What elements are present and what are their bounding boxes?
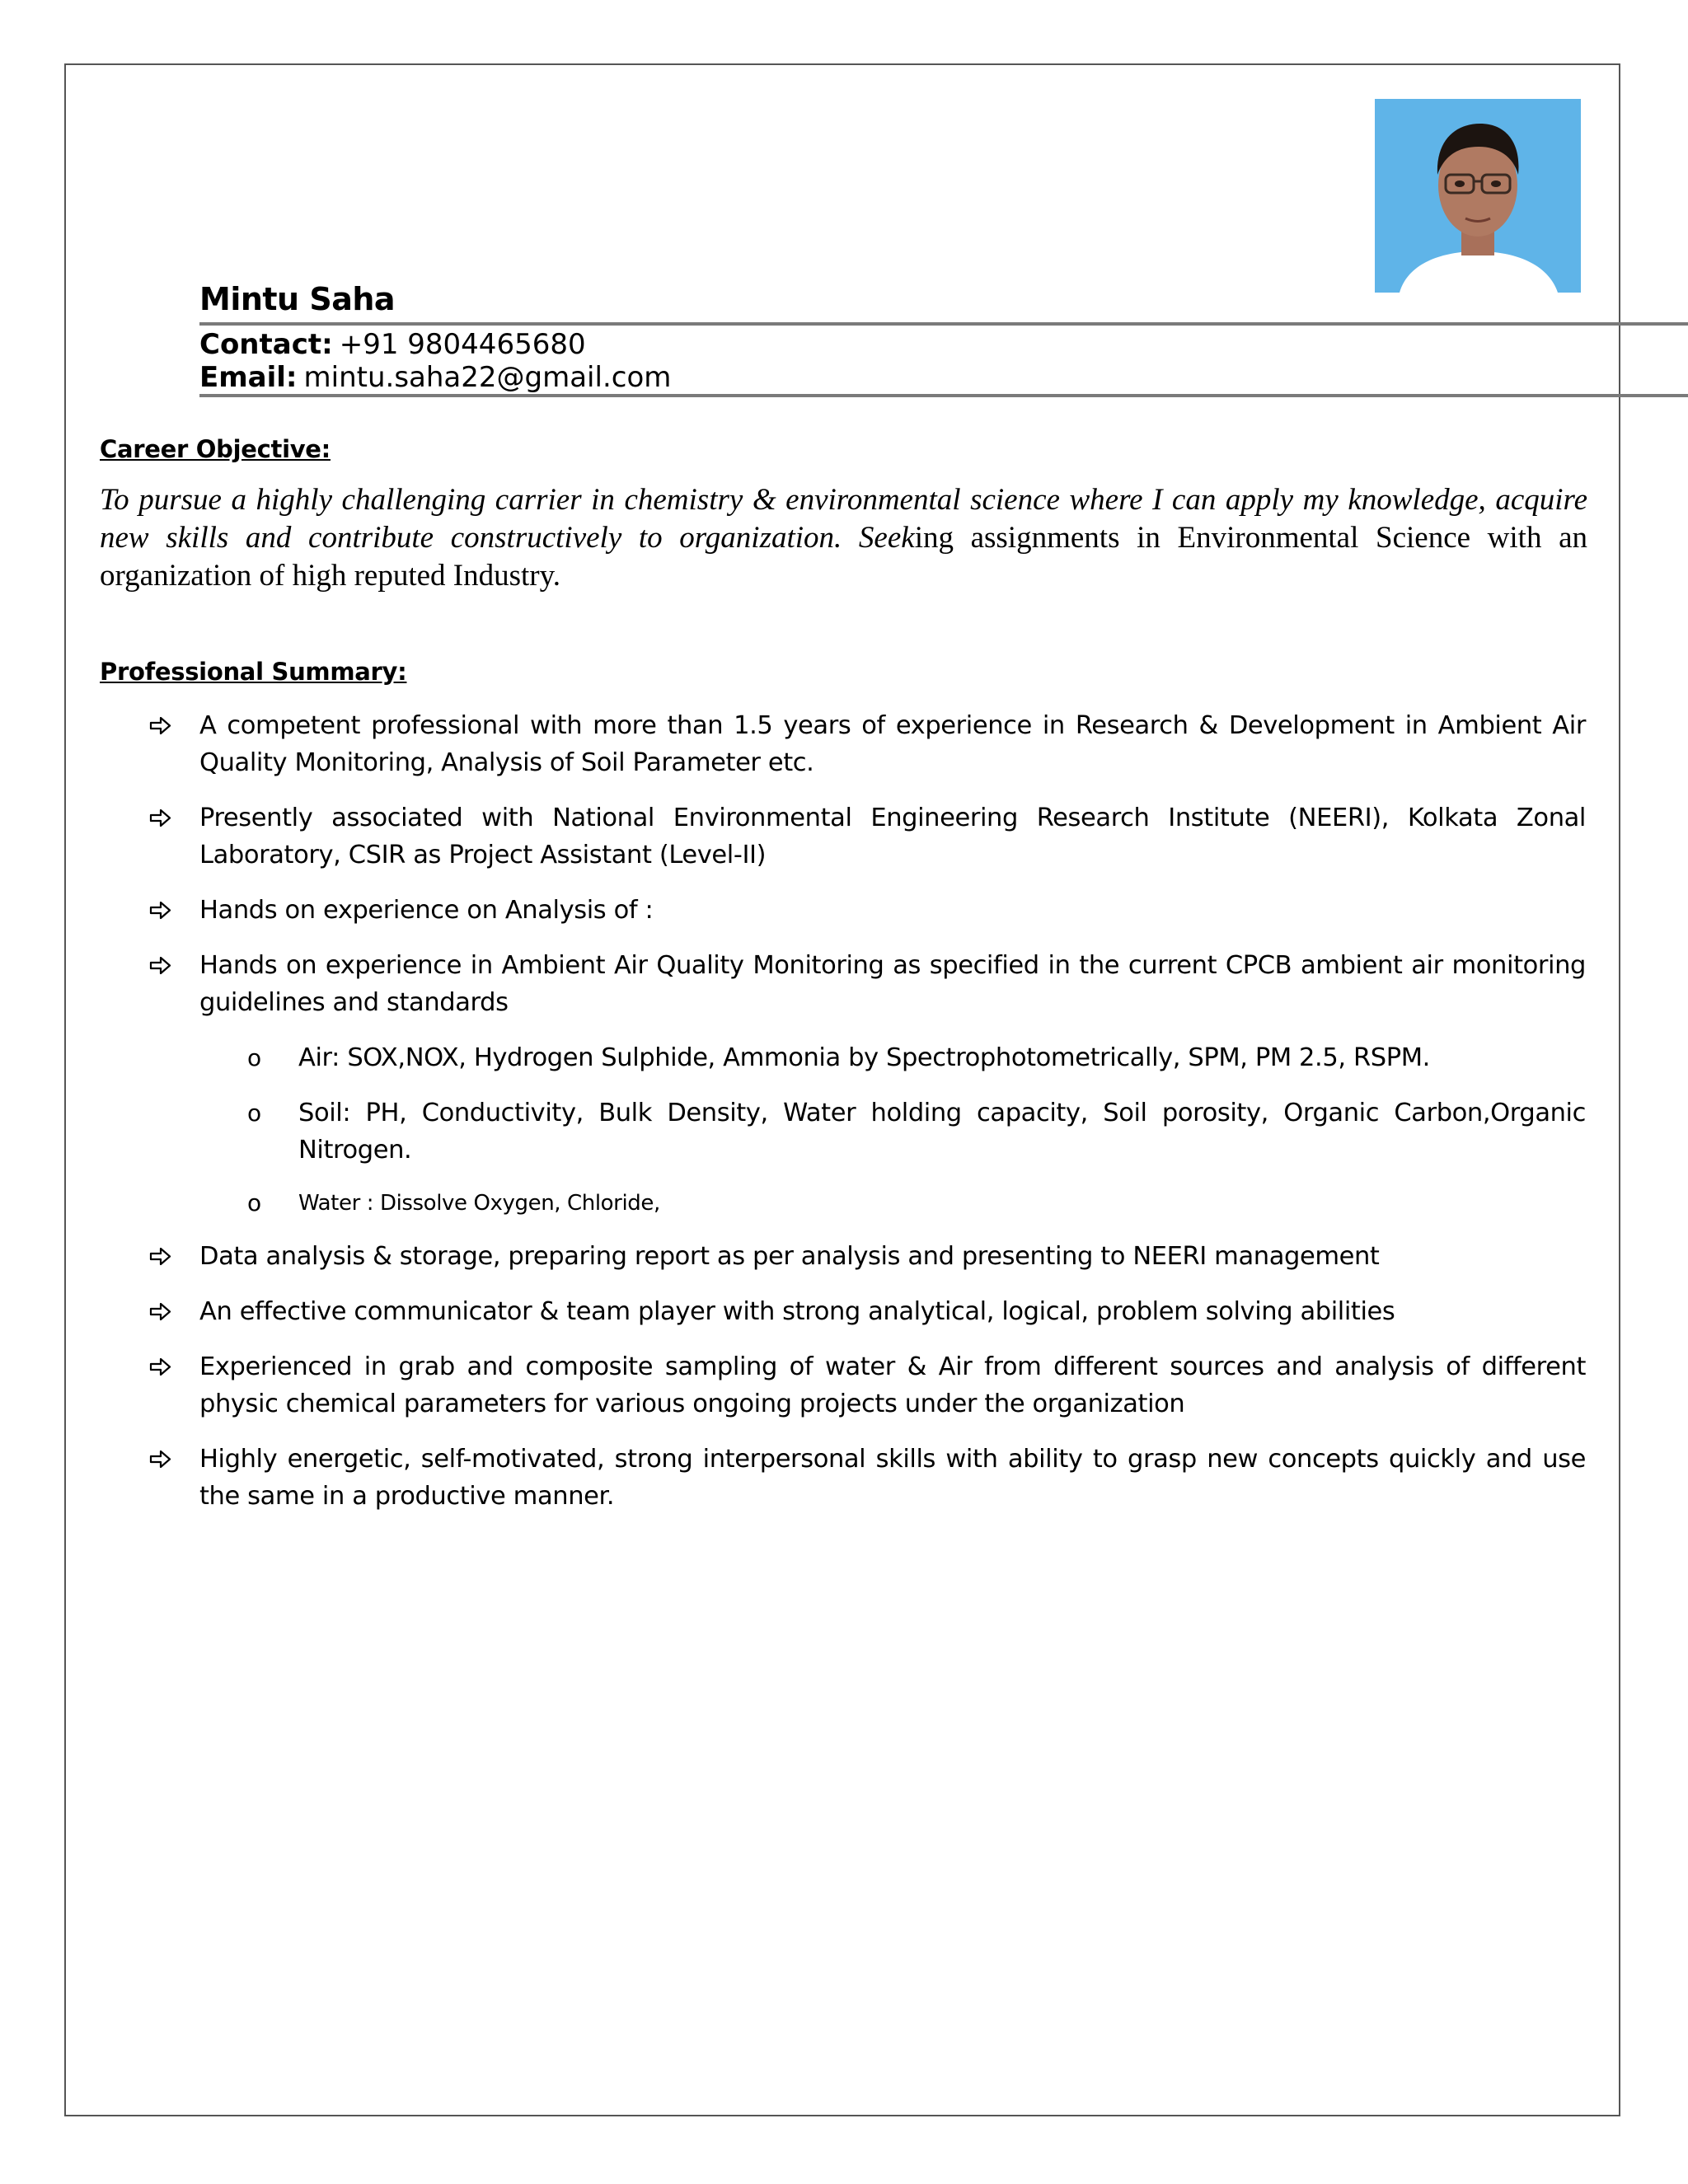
summary-item-text: Highly energetic, self-motivated, strong interpersonal skills with ability to grasp new concepts quickly and use the same in a productive manner.: [199, 1445, 1586, 1511]
summary-item-text: A competent professional with more than 1.5 years of experience in Research & Development in Ambient Air Quality Monitoring, Analysis of Soil Parameter etc.: [199, 711, 1586, 777]
summary-item-text: Data analysis & storage, preparing report as per analysis and presenting to NEERI management: [199, 1242, 1380, 1271]
summary-item-text: An effective communicator & team player with strong analytical, logical, problem solving abilities: [199, 1297, 1395, 1326]
circle-bullet: o: [247, 1189, 261, 1216]
right-arrow-outline-icon: [148, 947, 173, 984]
contact-label: Contact:: [199, 328, 333, 361]
analysis-sub-item-text: Air: SOX,NOX, Hydrogen Sulphide, Ammonia by Spectrophotometrically, SPM, PM 2.5, RSPM.: [298, 1043, 1430, 1072]
summary-item: [199, 1441, 1586, 1515]
right-arrow-outline-icon: [148, 799, 173, 837]
email-label: Email:: [199, 361, 298, 394]
email-line: [199, 361, 671, 394]
right-arrow-outline-icon: [148, 1238, 173, 1275]
professional-summary-heading: Professional Summary:: [100, 658, 407, 686]
right-arrow-outline-icon: [148, 1348, 173, 1385]
header-divider-bottom: [199, 394, 1688, 397]
summary-item: [199, 1238, 1586, 1275]
summary-item: [199, 1348, 1586, 1422]
circle-bullet: o: [247, 1044, 261, 1071]
summary-item-text: Presently associated with National Environmental Engineering Research Institute (NEERI), Kolkata Zonal Laboratory, CSIR as Project Assistant (Level-II): [199, 804, 1586, 869]
career-objective-heading: Career Objective:: [100, 435, 331, 463]
contact-line: [199, 328, 586, 361]
professional-summary-list: [0, 707, 1688, 1533]
summary-item-text: Hands on experience in Ambient Air Quality Monitoring as specified in the current CPCB ambient air monitoring guidelines and standards: [199, 951, 1586, 1017]
right-arrow-outline-icon: [148, 1293, 173, 1330]
objective-regular-text: ing assignments in Environmental Science with an organization of high reputed Industry.: [100, 521, 1587, 593]
right-arrow-outline-icon: [148, 707, 173, 744]
analysis-sub-item-text: Soil: PH, Conductivity, Bulk Density, Water holding capacity, Soil porosity, Organic Carbon,Organic Nitrogen.: [298, 1099, 1586, 1165]
summary-item: [199, 892, 1586, 929]
career-objective-text: [100, 481, 1587, 595]
header-divider-top: [199, 322, 1688, 326]
right-arrow-outline-icon: [148, 892, 173, 929]
objective-italic-text: To pursue a highly challenging carrier in chemistry & environmental science where I can apply my knowledge, acquire new skills and contribute constructively to organization. Seek: [100, 483, 1587, 555]
summary-item: [199, 707, 1586, 781]
right-arrow-outline-icon: [148, 1441, 173, 1478]
email-address[interactable]: mintu.saha22@gmail.com: [303, 361, 672, 394]
contact-phone: +91 9804465680: [339, 328, 586, 361]
summary-item: [199, 1293, 1586, 1330]
summary-item-text: Hands on experience on Analysis of :: [199, 896, 654, 925]
summary-item: [199, 799, 1586, 874]
circle-bullet: o: [247, 1099, 261, 1127]
profile-photo: [1375, 99, 1581, 293]
summary-item: [199, 947, 1586, 1021]
analysis-sub-item-text: Water : Dissolve Oxygen, Chloride,: [298, 1191, 660, 1216]
analysis-sub-item: [247, 1094, 1586, 1169]
summary-item-text: Experienced in grab and composite sampling of water & Air from different sources and analysis of different physic chemical parameters for various ongoing projects under the organization: [199, 1352, 1586, 1418]
candidate-name: Mintu Saha: [199, 281, 396, 317]
analysis-sub-item: [247, 1187, 1586, 1220]
analysis-sub-item: [247, 1039, 1586, 1076]
